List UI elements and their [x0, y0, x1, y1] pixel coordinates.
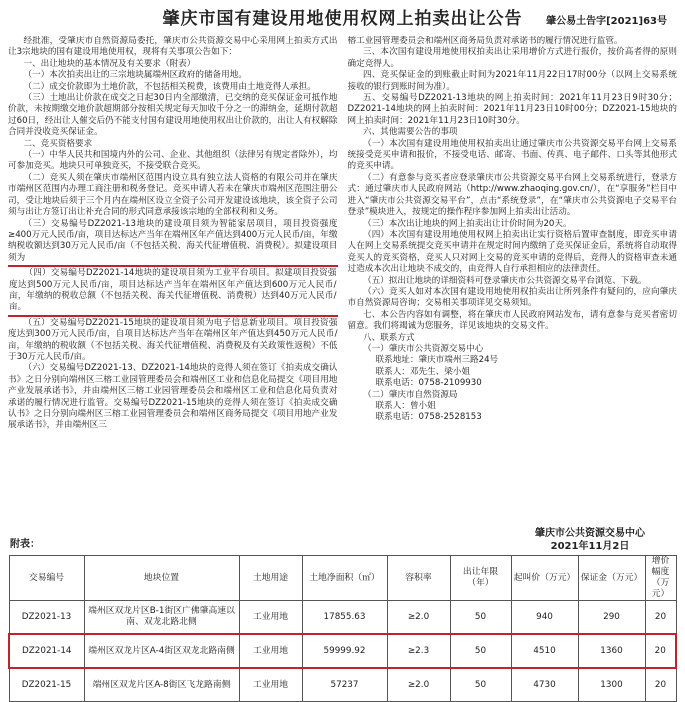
paragraph: （四）本次国有建设用地使用权网上拍卖出让实行资格后置审查制度，即竞买申请人在网上交易系统提交竞买申请并在规定时间内缴纳了竞买保证金后，系统将自动取得竞买人的竞买资格，竞买人只对网上交易的竞买申请的竞得后，竞得人的资格审查未通过造成本次出让地块不成交的，由竞得人自行承担相应的法律责任。: [347, 229, 677, 275]
column-header: 保证金（万元）: [578, 556, 645, 601]
table-row: [9, 668, 676, 702]
table-cell: 50: [450, 601, 511, 635]
right-column: [348, 36, 678, 526]
paragraph: （三）本次出让地块的网上拍卖出让计价时间为20天。: [362, 218, 572, 229]
page-title: 肇庆市国有建设用地使用权网上拍卖出让公告: [162, 9, 523, 29]
paragraph: （三）交易编号DZ2021-13地块的建设项目须为智能家居项目，项目投资强度≥400万元人民币/亩，项目达标达产当年在端州区年产值达到400万元人民币/亩，年缴纳税收额达到30万元人民币/亩（不包括关税、海关代征增值税、消费税）。拟建设项目须为: [8, 218, 338, 263]
title-row: [8, 6, 677, 32]
contact-address: 联系地址：肇庆市端州三路24号: [375, 355, 499, 366]
table-cell: 50: [450, 634, 511, 668]
document-number: 肇公易土告字[2021]63号: [546, 16, 667, 27]
table-cell: 57237: [302, 668, 387, 702]
table-cell: 端州区双龙片区A-8街区飞龙路南侧: [84, 668, 239, 702]
contact-org: （二）肇庆市自然资源局: [362, 389, 458, 400]
table-cell: 工业用地: [239, 601, 302, 635]
paragraph: （一）本次国有建设用地使用权拍卖出让通过肇庆市公共资源交易平台网上交易系统接受竞买申请和报价，不接受电话、邮寄、书面、传真、电子邮件、口头等其他形式的竞买申请。: [347, 138, 677, 172]
paragraph: （五）拟出让地块的详细资料可登录肇庆市公共资源交易平台浏览、下载。: [362, 275, 647, 286]
body-columns: [8, 36, 677, 526]
table-row: [9, 601, 676, 635]
column-header: 交易编号: [9, 556, 84, 601]
column-header: 出让年限（年）: [450, 556, 511, 601]
table-cell: DZ2021-14: [9, 634, 84, 668]
column-header: 土地用途: [239, 556, 302, 601]
table-cell: 工业用地: [239, 634, 302, 668]
column-header: 土地净面积（㎡）: [302, 556, 387, 601]
section-heading: 六、其他需要公告的事项: [362, 127, 458, 138]
column-header: 起叫价（万元）: [511, 556, 578, 601]
paragraph: 五、交易编号DZ2021-13地块的网上拍卖时间：2021年11月23日9时30分；DZ2021-14地块的网上拍卖时间：2021年11月23日10时00分；DZ2021-15地块的网上拍卖时间：2021年11月23日10时30分。: [347, 93, 677, 126]
table-cell: 1300: [578, 668, 645, 702]
signature-block: [535, 527, 645, 553]
land-parcel-table: [8, 555, 677, 702]
table-cell: ≥2.3: [387, 634, 450, 668]
column-header: 容积率: [387, 556, 450, 601]
paragraph: （二）成交价款即为土地价款，不包括相关税费，该费用由土地竞得人承担。: [23, 81, 316, 92]
issue-date: 2021年11月2日: [550, 541, 630, 552]
table-cell: 20: [645, 668, 676, 702]
paragraph: 四、竞买保证金的到账截止时间为2021年11月22日17时00分（以网上交易系统接收的银行到账时间为准）。: [347, 70, 677, 92]
issuer-name: 肇庆市公共资源交易中心: [535, 528, 645, 539]
table-cell: 工业用地: [239, 668, 302, 702]
table-cell: DZ2021-13: [9, 601, 84, 635]
highlighted-paragraph-dz2021-14: （四）交易编号DZ2021-14地块的建设项目须为工业平台项目。拟建项目投资强度达到500万元人民币/亩，项目达标达产当年在端州区年产值达到600万元人民币/亩，年缴纳的税收总额（不包括关税、海关代征增值税、消费税）达到40万元人民币/亩。: [8, 265, 338, 317]
table-row-highlighted: [9, 634, 676, 668]
table-cell: 940: [511, 601, 578, 635]
contact-person: 联系人：曾小姐: [375, 401, 436, 411]
paragraph: （三）土地出让价款在成交之日起30日内全部缴清，已交纳的竞买保证金可抵作地价款，未按期缴交地价款超期部分按相关规定每天加收千分之一的滞纳金，延期付款超过60日，经出让人催交后仍不能支付国有建设用地使用权出让价款的，出让人有权解除合同并没收竞买保证金。: [8, 93, 338, 138]
column-header: 地块位置: [84, 556, 239, 601]
paragraph: （六）竞买人如对本次国有建设用地使用权拍卖出让所列条件有疑问的，应向肇庆市自然资源局咨询；交易相关事项详见交易须知。: [347, 286, 677, 309]
section-heading: 二、竞买资格要求: [23, 138, 93, 149]
contact-phone: 联系电话：0758-2109930: [375, 378, 482, 389]
paragraph: （五）交易编号DZ2021-15地块的建设项目须为电子信息新业项目。项目投资强度达到300万元人民币/亩，自项目达标达产当年在端州区年产值达到450万元人民币/亩，年缴纳的税收额（不包括关税、海关代征增值税、消费税及有关政策性返税）不低于30万元人民币/亩。: [8, 317, 338, 362]
table-cell: 端州区双龙片区B-1街区广佛肇高速以南、双龙北路北侧: [84, 601, 239, 635]
paragraph: 三、本次国有建设用地使用权拍卖出让采用增价方式进行报价，按价高者得的原则确定竞得人。: [347, 47, 677, 69]
table-cell: 4730: [511, 668, 578, 702]
table-cell: ≥2.0: [387, 601, 450, 635]
table-cell: 20: [645, 601, 676, 635]
paragraph: （二）竞买人须在肇庆市端州区范围内设立具有独立法人资格的有限公司并在肇庆市端州区范围内办理工商注册和税务登记。竞买申请人若未在肇庆市端州区范围注册公司，受让地块后须于三个月内在端州区设立全资子公司开发建设该地块，该全资子公司须与出让方签订出让补充合同的形式同意承接该宗地的全部权利和义务。: [8, 172, 338, 218]
paragraph: 经批准，受肇庆市自然资源局委托，肇庆市公共资源交易中心采用网上拍卖方式出让3宗地块的国有建设用地使用权，现将有关事项公告如下：: [8, 36, 338, 58]
section-heading: 一、出让地块的基本情况及有关要求（附表）: [23, 58, 196, 69]
table-cell: DZ2021-15: [9, 668, 84, 702]
contact-person: 联系人：邓先生、梁小姐: [375, 366, 471, 377]
table-cell: ≥2.0: [387, 668, 450, 702]
paragraph: （一）中华人民共和国境内外的公司、企业、其他组织（法律另有规定者除外），均可参加竞买。地块只可单独竞买，不接受联合竞买。: [8, 150, 338, 172]
table-header-row: [9, 556, 676, 601]
table-cell: 59999.92: [302, 634, 387, 668]
table-cell: 290: [578, 601, 645, 635]
attachment-label: 附表：: [10, 539, 40, 550]
paragraph: 七、本公告内容如有调整，将在肇庆市人民政府网站发布，请有意参与竞买者密切留意。我们将竭诚为您服务，详见该地块的交易文件。: [347, 309, 677, 332]
table-cell: 50: [450, 668, 511, 702]
paragraph: 榕工业园管理委员会和端州区商务局负责对承诺书的履行情况进行监管。: [347, 36, 623, 46]
left-column: [8, 36, 338, 526]
section-heading: 八、联系方式: [362, 332, 415, 343]
table-cell: 20: [645, 634, 676, 668]
table-cell: 17855.63: [302, 601, 387, 635]
table-cell: 1360: [578, 634, 645, 668]
paragraph: （二）有意参与竞买者应登录肇庆市公共资源交易平台网上交易系统进行，登录方式：通过肇庆市人民政府网站（http://www.zhaoqing.gov.cn/），在“享服务”栏目中进入“肇庆市公共资源交易平台”，点击“系统登录”，在“肇庆市公共资源电子交易平台登录”模块进入，按规定的操作程序参加网上拍卖出让活动。: [347, 172, 677, 218]
table-cell: 4510: [511, 634, 578, 668]
column-header: 增价幅度（万元）: [645, 556, 676, 601]
contact-phone: 联系电话：0758-2528153: [375, 412, 482, 423]
table-cell: 端州区双龙片区A-4街区双龙北路南侧: [84, 634, 239, 668]
contact-org: （一）肇庆市公共资源交易中心: [362, 343, 484, 354]
paragraph: （六）交易编号DZ2021-13、DZ2021-14地块的竞得人须在签订《拍卖成交确认书》之日分别向端州区三榕工业园管理委员会和端州区工业和信息化局提交《项目用地产业发展承诺书》，并由端州区三榕工业园管理委员会和端州区工业和信息化局负责对承诺的履行情况进行监管。交易编号DZ2021-15地块的竞得人须在签订《拍卖成交确认书》之日分别向端州区三榕工业园管理委员会和端州区商务局提交《项目用地产业发展承诺书》，并由端州区三: [8, 363, 338, 431]
paragraph: （一）本次拍卖出让的三宗地块属端州区政府的储备用地。: [23, 70, 247, 81]
